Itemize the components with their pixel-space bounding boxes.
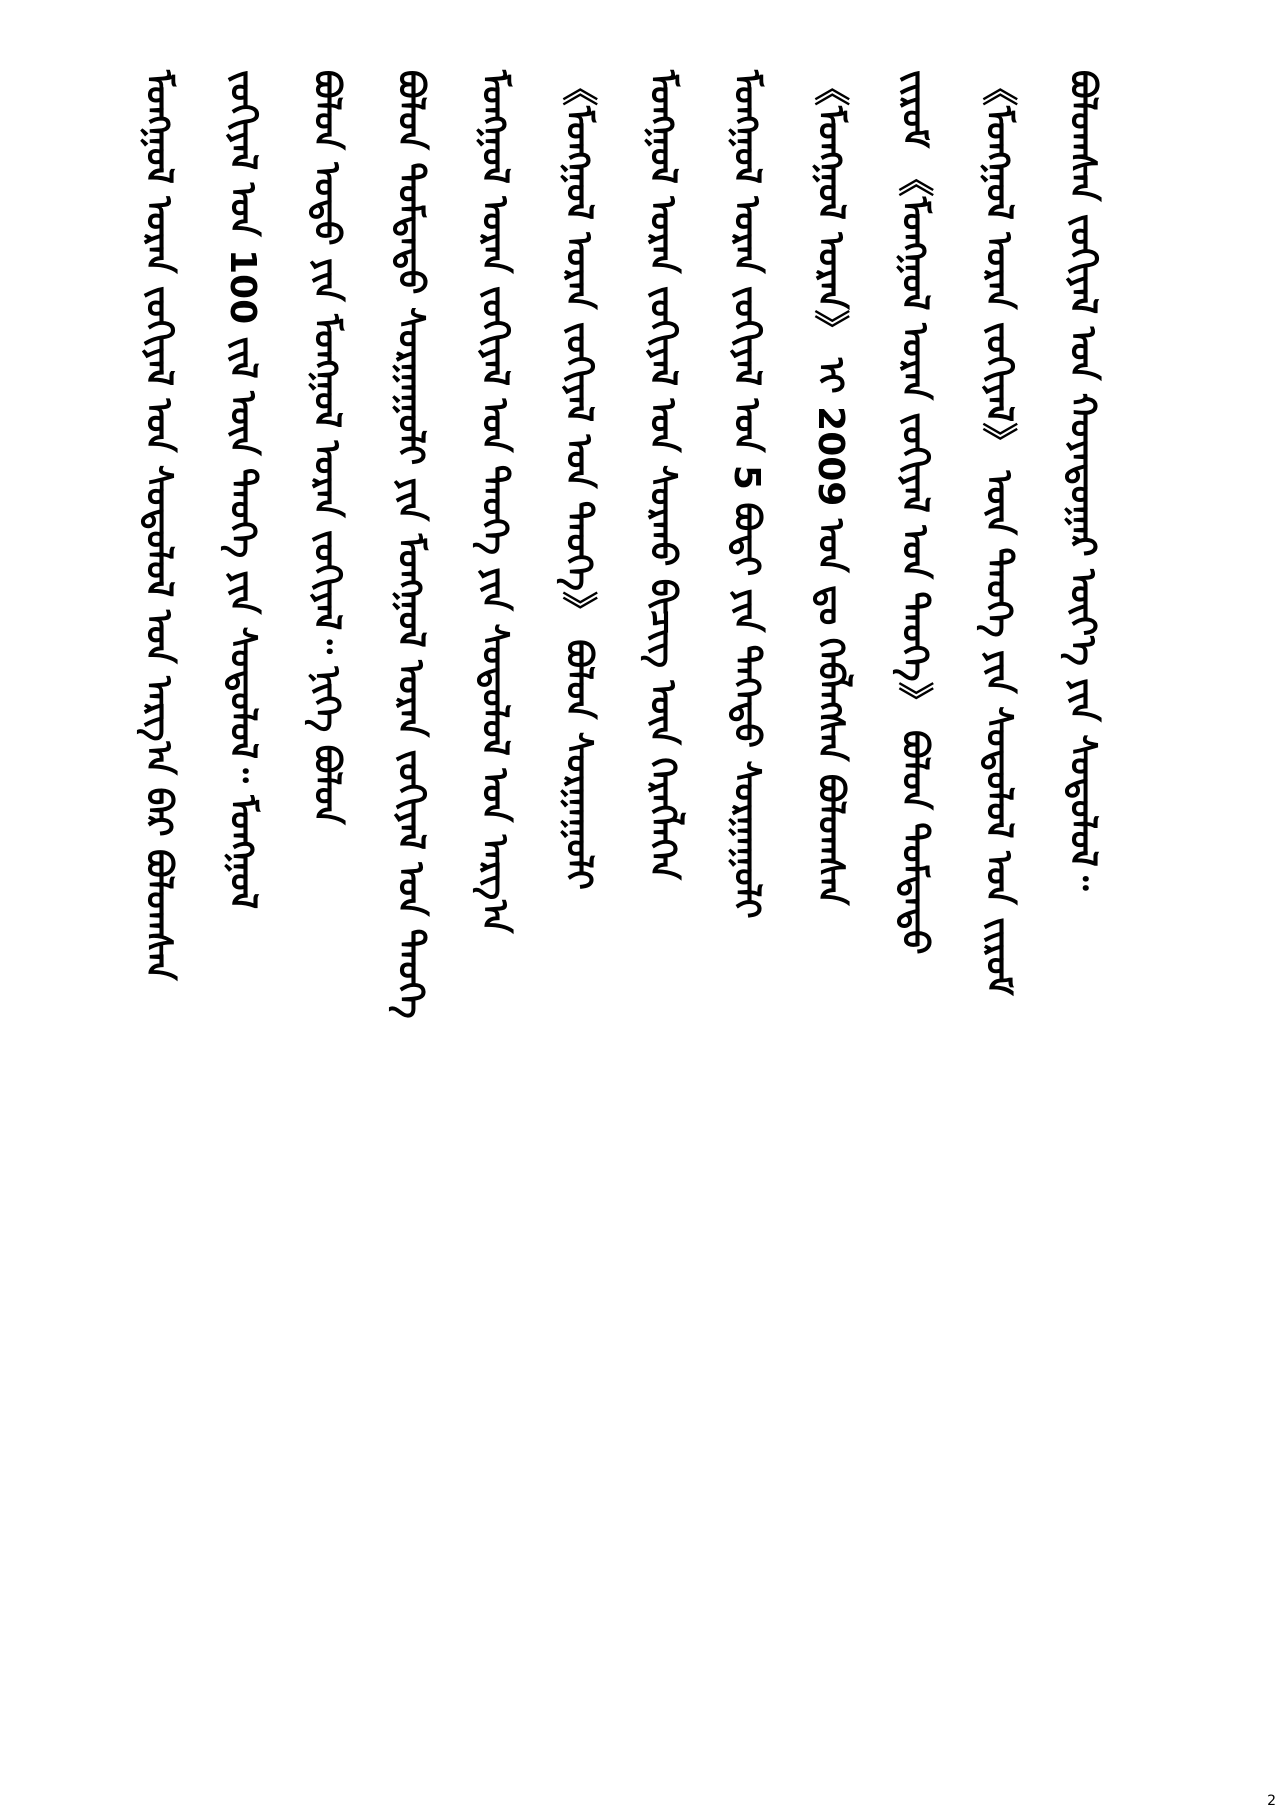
text-column-5: ᠮᠣᠩᠭᠣᠯ ᠤᠷᠠᠨ ᠵᠣᠬᠢᠶᠠᠯ ᠤᠨ 5 ᠪᠣᠳᠢ ᠶᠢᠨ ᠳᠡᠭᠡᠲᠦ ᠰᠤᠷᠭᠠᠭᠤᠯᠢ: [726, 70, 767, 919]
text-column-7: 《ᠮᠣᠩᠭᠣᠯ ᠤᠷᠠᠨ ᠵᠣᠬᠢᠶᠠᠯ ᠤᠨ ᠲᠡᠦᠬᠡ》 ᠪᠣᠯᠤᠨ ᠰᠤᠷᠭᠠᠭᠤᠯᠢ: [558, 70, 599, 890]
text-column-4: 《ᠮᠣᠩᠭᠣᠯ ᠤᠷᠠᠨ》 ᠢ 2009 ᠣᠨ ᠳᠤ ᠬᠡᠪᠯᠡᠭᠰᠡᠨ ᠪᠣᠯᠤᠭᠰᠠᠨ: [810, 70, 851, 906]
text-column-1: ᠪᠣᠯᠤᠭᠰᠠᠨ ᠵᠣᠬᠢᠶᠠᠯ ᠤᠨ ᠬᠣᠶᠠᠳᠤᠭᠠᠷ ᠦᠶ᠎ᠡ ᠶᠢᠨ ᠰᠤᠳᠤᠯᠤᠯ᠃: [1062, 70, 1103, 891]
text-column-10: ᠪᠣᠯᠤᠨ ᠤᠳᠤ ᠶᠢᠨ ᠮᠣᠩᠭᠣᠯ ᠤᠷᠠᠨ ᠵᠣᠬᠢᠶᠠᠯ᠃ ᠨᠢᠭᠡ ᠪᠣᠯᠤᠨ: [306, 70, 347, 825]
text-column-6: ᠮᠣᠩᠭᠣᠯ ᠤᠷᠠᠨ ᠵᠣᠬᠢᠶᠠᠯ ᠤᠨ ᠰᠤᠷᠬᠤ ᠪᠢᠴᠢᠭ ᠦᠨ ᠬᠡᠷᠡᠭᠯᠡᠭᠡᠨ: [642, 70, 683, 880]
text-column-8: ᠮᠣᠩᠭᠣᠯ ᠤᠷᠠᠨ ᠵᠣᠬᠢᠶᠠᠯ ᠤᠨ ᠲᠡᠦᠬᠡ ᠶᠢᠨ ᠰᠤᠳᠤᠯᠤᠯ ᠤᠨ ᠠᠷᠭ᠎ᠠ: [474, 70, 515, 934]
text-column-3: ᠵᠢᠷᠤᠮ 《ᠮᠣᠩᠭᠣᠯ ᠤᠷᠠᠨ ᠵᠣᠬᠢᠶᠠᠯ ᠤᠨ ᠲᠡᠦᠬᠡ》 ᠪᠣᠯᠤᠨ ᠳᠤᠮᠳᠠᠳᠤ: [894, 70, 935, 955]
text-column-11: ᠵᠣᠬᠢᠶᠠᠯ ᠤᠨ 100 ᠵᠢᠯ ᠦᠨ ᠲᠡᠦᠬᠡ ᠶᠢᠨ ᠰᠤᠳᠤᠯᠤᠯ᠃ ᠮᠣᠩᠭᠣᠯ: [222, 70, 263, 910]
text-column-9: ᠪᠣᠯᠤᠨ ᠳᠤᠮᠳᠠᠳᠤ ᠰᠤᠷᠭᠠᠭᠤᠯᠢ ᠶᠢᠨ ᠮᠣᠩᠭᠣᠯ ᠤᠷᠠᠨ ᠵᠣᠬᠢᠶᠠᠯ ᠤᠨ ᠲᠡᠦᠬᠡ: [390, 70, 431, 1019]
mongolian-text-block: [138, 70, 1103, 1770]
page-number: 2: [1267, 1793, 1276, 1809]
text-column-12: ᠮᠣᠩᠭᠣᠯ ᠤᠷᠠᠨ ᠵᠣᠬᠢᠶᠠᠯ ᠤᠨ ᠰᠤᠳᠤᠯᠤᠯ ᠤᠨ ᠠᠷᠭ᠎ᠠ ᠪᠠᠷ ᠪᠣᠯᠤᠭᠰᠠᠨ: [138, 70, 179, 981]
text-column-2: 《ᠮᠣᠩᠭᠣᠯ ᠤᠷᠠᠨ ᠵᠣᠬᠢᠶᠠᠯ》 ᠦᠨ ᠲᠡᠦᠬᠡ ᠶᠢᠨ ᠰᠤᠳᠤᠯᠤᠯ ᠤᠨ ᠵᠢᠷᠤᠮ: [978, 70, 1019, 996]
